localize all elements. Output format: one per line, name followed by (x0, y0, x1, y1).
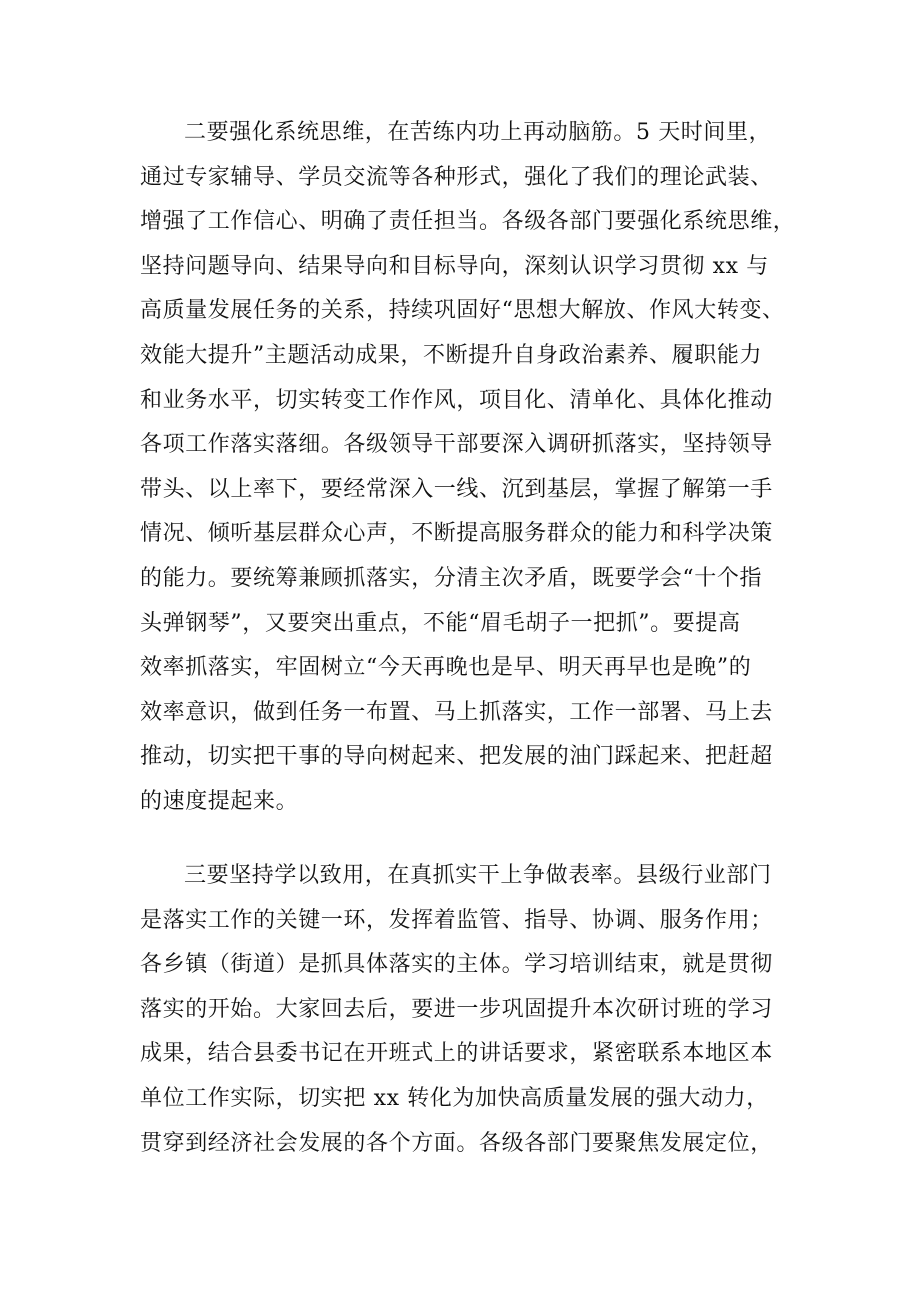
text-line: 各项工作落实落细。各级领导干部要深入调研抓落实，坚持领导 (140, 432, 773, 458)
text-line: 头弹钢琴”，又要突出重点，不能“眉毛胡子一把抓”。要提高 (140, 610, 741, 636)
text-line: 坚持问题导向、结果导向和目标导向，深刻认识学习贯彻 xx 与 (140, 253, 769, 279)
text-line: 各乡镇（街道）是抓具体落实的主体。学习培训结束，就是贯彻 (140, 952, 773, 978)
paragraph-system-thinking (140, 111, 800, 825)
text-line: 三要坚持学以致用，在真抓实干上争做表率。县级行业部门 (184, 863, 772, 888)
text-line: 效率抓落实，牢固树立“今天再晚也是早、明天再早也是晚”的 (140, 655, 752, 681)
text-line: 的能力。要统筹兼顾抓落实，分清主次矛盾，既要学会“十个指 (140, 565, 763, 591)
text-line: 落实的开始。大家回去后，要进一步巩固提升本次研讨班的学习 (140, 996, 773, 1022)
text-line: 和业务水平，切实转变工作作风，项目化、清单化、具体化推动 (140, 387, 773, 413)
text-line: 是落实工作的关键一环，发挥着监管、指导、协调、服务作用； (140, 907, 773, 933)
text-line: 推动，切实把干事的导向树起来、把发展的油门踩起来、把赶超 (140, 744, 773, 770)
text-line: 效率意识，做到任务一布置、马上抓落实，工作一部署、马上去 (140, 699, 773, 725)
text-line: 情况、倾听基层群众心声，不断提高服务群众的能力和科学决策 (140, 521, 773, 547)
text-line: 二要强化系统思维，在苦练内功上再动脑筋。5 天时间里， (184, 120, 772, 145)
text-line: 通过专家辅导、学员交流等各种形式，强化了我们的理论武装、 (140, 164, 773, 190)
paragraph-apply-learning (140, 854, 800, 1166)
text-line: 贯穿到经济社会发展的各个方面。各级各部门要聚焦发展定位， (140, 1130, 773, 1156)
text-line: 效能大提升”主题活动成果，不断提升自身政治素养、履职能力 (140, 342, 763, 368)
text-line: 高质量发展任务的关系，持续巩固好“思想大解放、作风大转变、 (140, 298, 785, 324)
text-line: 带头、以上率下，要经常深入一线、沉到基层，掌握了解第一手 (140, 476, 773, 502)
text-line: 的速度提起来。 (140, 788, 299, 814)
text-line: 成果，结合县委书记在开班式上的讲话要求，紧密联系本地区本 (140, 1041, 773, 1067)
text-line: 增强了工作信心、明确了责任担当。各级各部门要强化系统思维， (140, 209, 796, 235)
text-line: 单位工作实际，切实把 xx 转化为加快高质量发展的强大动力， (140, 1085, 769, 1111)
